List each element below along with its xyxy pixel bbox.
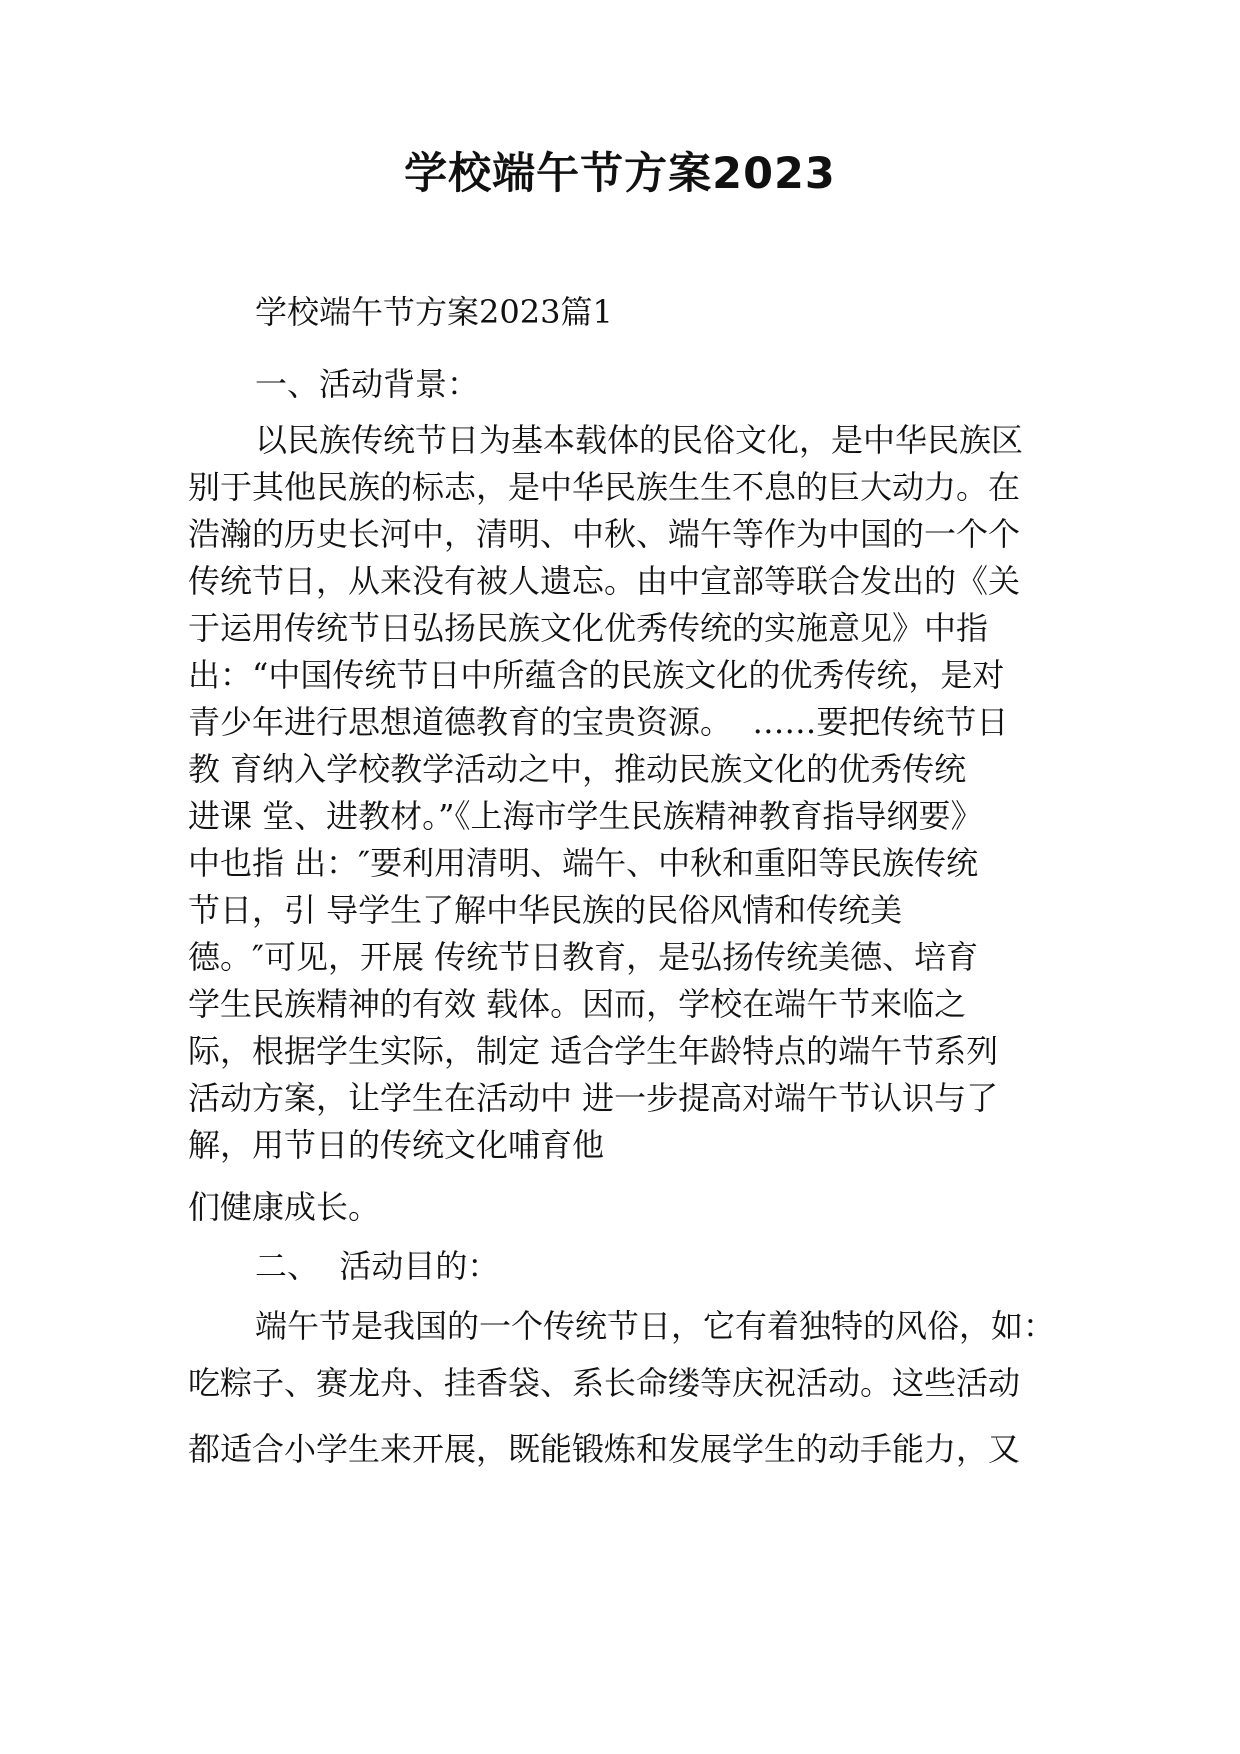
paragraph-line: 端午节是我国的一个传统节日，它有着独特的风俗，如： (255, 1307, 1056, 1345)
paragraph-line: 节日，引 导学生了解中华民族的民俗风情和传统美 (188, 891, 903, 929)
paragraph-line: 们健康成长。 (188, 1188, 381, 1226)
paragraph-line: 德。″可见，开展 传统节日教育，是弘扬传统美德、培育 (188, 938, 979, 976)
paragraph-line: 别于其他民族的标志，是中华民族生生不息的巨大动力。在 (188, 468, 1021, 506)
paragraph-line: 教 育纳入学校教学活动之中，推动民族文化的优秀传统 (188, 750, 967, 788)
section-heading-part1: 学校端午节方案2023篇1 (255, 293, 613, 331)
paragraph-line: 以民族传统节日为基本载体的民俗文化，是中华民族区 (255, 421, 1024, 459)
paragraph-line: 吃粽子、赛龙舟、挂香袋、系长命缕等庆祝活动。这些活动 (188, 1364, 1021, 1402)
paragraph-line: 活动方案，让学生在活动中 进一步提高对端午节认识与了 (188, 1079, 999, 1117)
section-heading-background: 一、活动背景： (255, 365, 480, 403)
paragraph-line: 都适合小学生来开展，既能锻炼和发展学生的动手能力，又 (188, 1430, 1021, 1468)
paragraph-line: 于运用传统节日弘扬民族文化优秀传统的实施意见》中指 (188, 609, 989, 647)
paragraph-line: 际，根据学生实际，制定 适合学生年龄特点的端午节系列 (188, 1032, 999, 1070)
paragraph-line: 青少年进行思想道德教育的宝贵资源。 ……要把传统节日 (188, 703, 1009, 741)
paragraph-line: 出：“中国传统节日中所蕴含的民族文化的优秀传统，是对 (188, 656, 1005, 694)
document-title: 学校端午节方案2023 (404, 149, 836, 199)
paragraph-line: 学生民族精神的有效 载体。因而，学校在端午节来临之 (188, 985, 967, 1023)
paragraph-line: 传统节日，从来没有被人遗忘。由中宣部等联合发出的《关 (188, 562, 1021, 600)
paragraph-line: 解，用节日的传统文化哺育他 (188, 1126, 605, 1164)
paragraph-line: 中也指 出：″要利用清明、端午、中秋和重阳等民族传统 (188, 844, 979, 882)
paragraph-line: 进课 堂、进教材。”《上海市学生民族精神教育指导纲要》 (188, 797, 983, 835)
section-heading-purpose: 二、 活动目的： (255, 1247, 500, 1285)
paragraph-line: 浩瀚的历史长河中，清明、中秋、端午等作为中国的一个个 (188, 515, 1021, 553)
